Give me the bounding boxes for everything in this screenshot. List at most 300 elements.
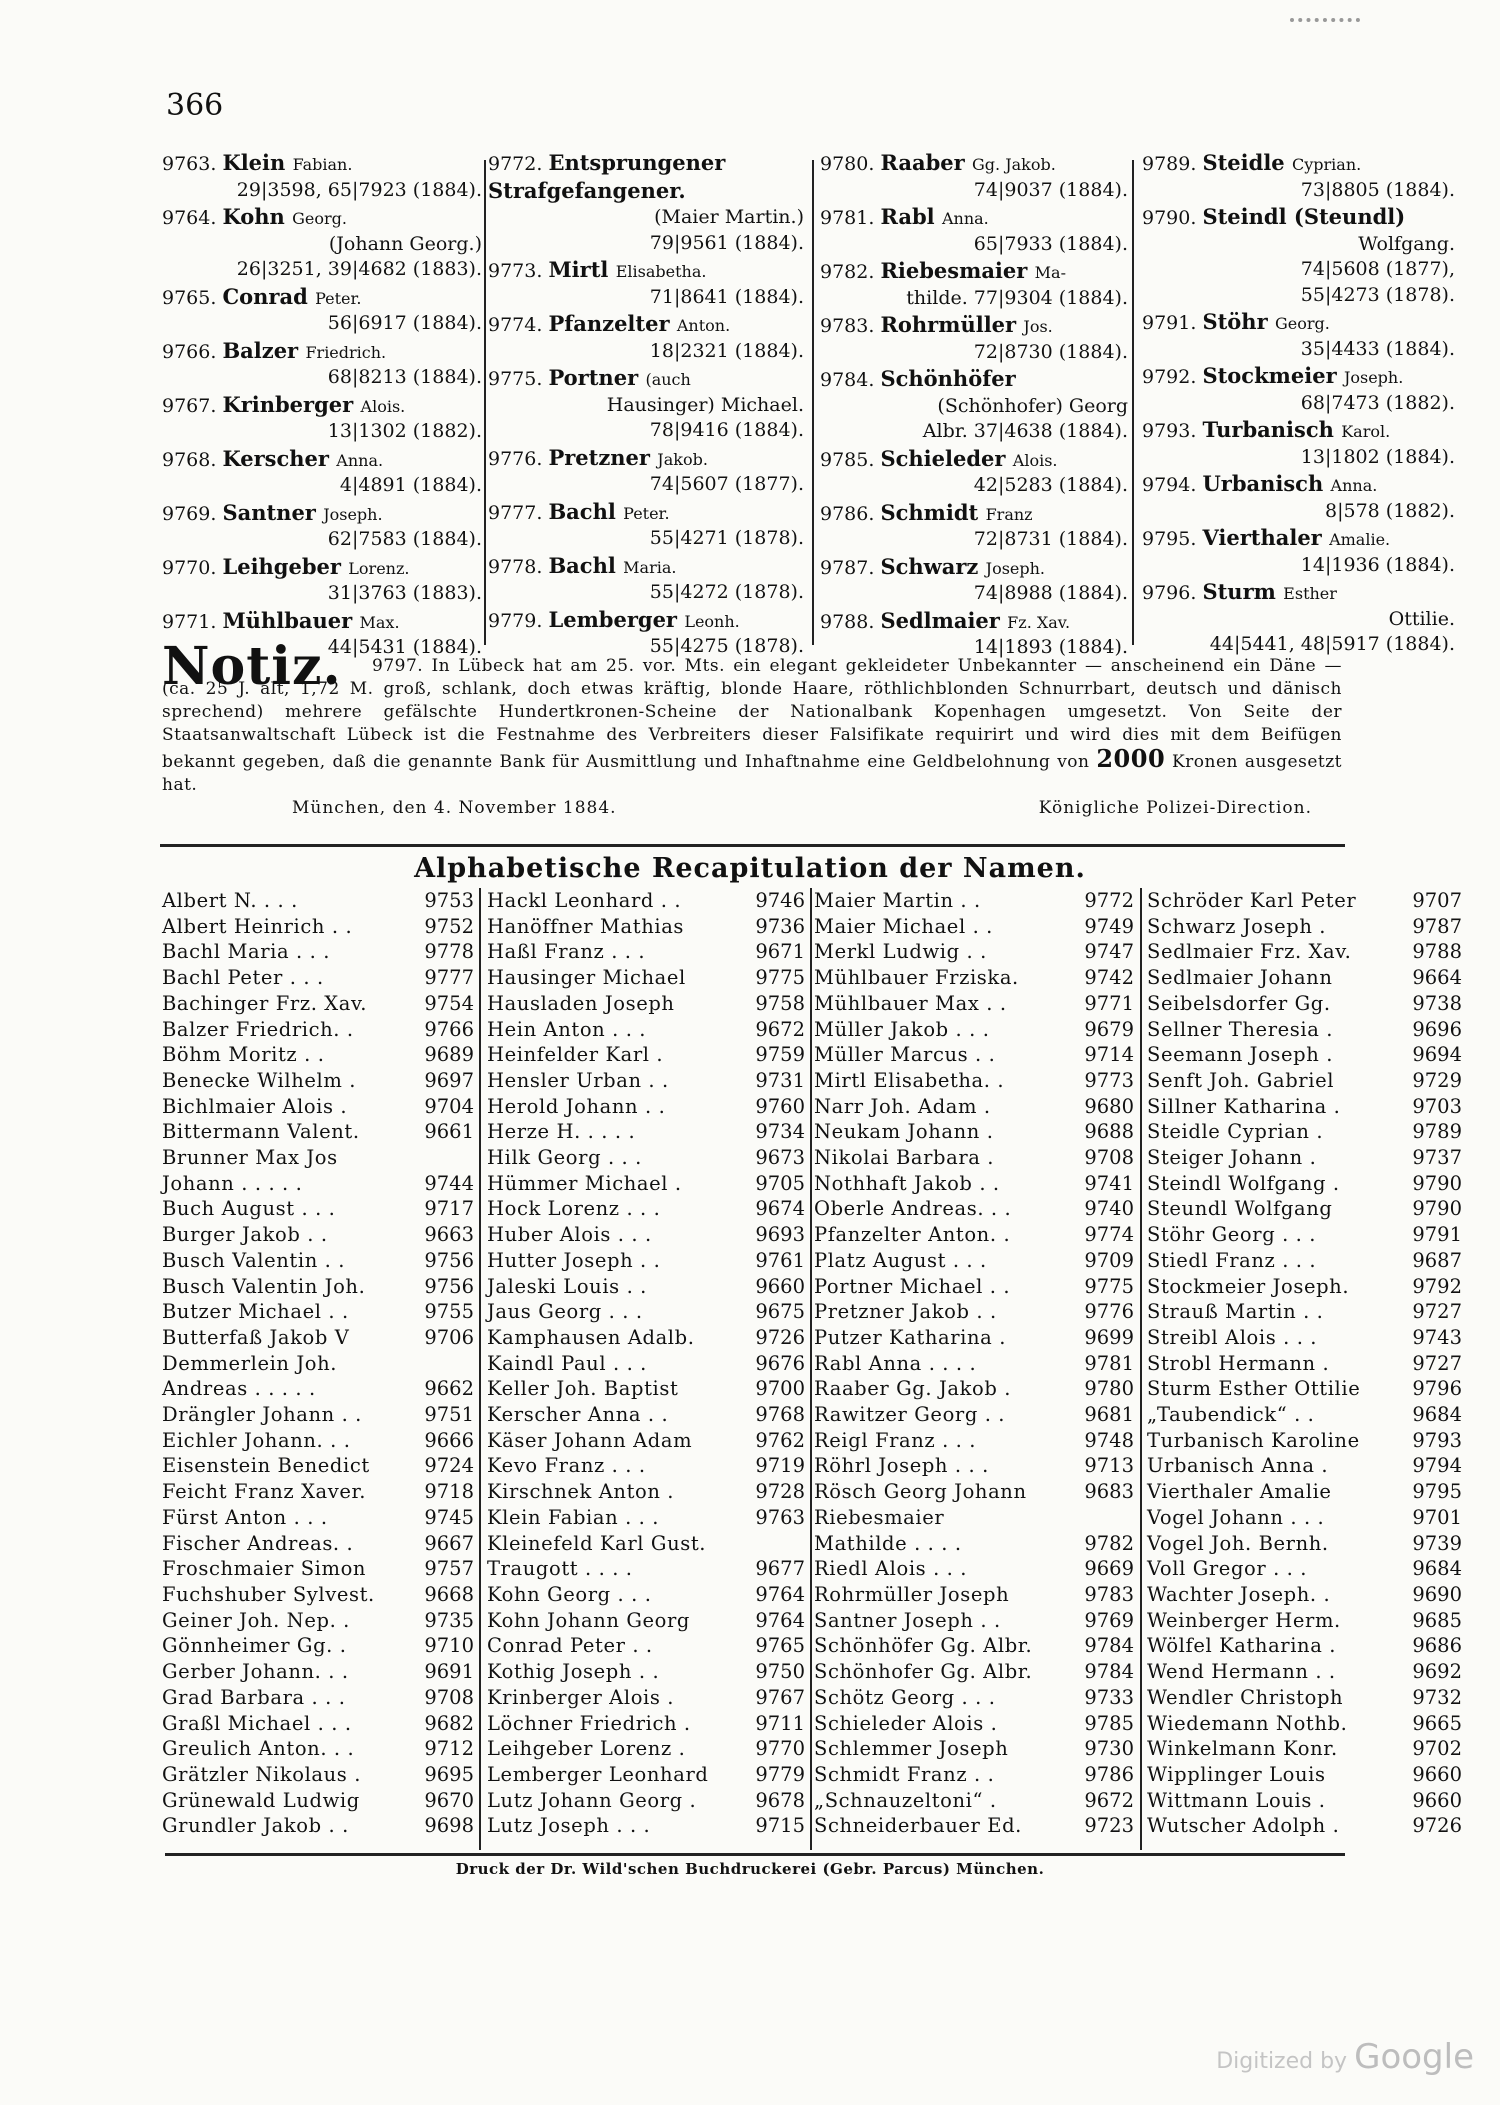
entry-reference: Hausinger) Michael. [606, 393, 804, 416]
index-row [487, 939, 805, 965]
notice-entry [488, 150, 806, 256]
notice-entry [162, 446, 484, 499]
index-number: 9728 [755, 1480, 805, 1504]
index-number: 9750 [755, 1660, 805, 1684]
index-name: Albert Heinrich . . [162, 914, 353, 938]
entry-headline [820, 366, 1130, 394]
index-row [487, 1351, 805, 1377]
entry-reference: 29|3598, 65|7923 (1884). [236, 178, 482, 201]
index-row [162, 914, 474, 940]
index-number: 9733 [1084, 1685, 1134, 1709]
index-row [162, 1351, 474, 1377]
index-name: Stiedl Franz . . . [1147, 1248, 1317, 1272]
index-number: 9746 [755, 889, 805, 912]
index-name: Vierthaler Amalie [1147, 1480, 1332, 1504]
index-row [1147, 1274, 1462, 1300]
entry-reference: 74|9037 (1884). [973, 178, 1128, 201]
entry-name: Lemberger [548, 606, 685, 632]
entry-headline [1142, 417, 1457, 445]
digitized-watermark [1216, 2037, 1474, 2077]
index-number: 9761 [755, 1248, 805, 1272]
entry-number: 9774. [488, 314, 549, 336]
entry-reference: 78|9416 (1884). [649, 419, 804, 441]
index-row [162, 1453, 474, 1479]
index-name: Voll Gregor . . . [1147, 1557, 1308, 1581]
index-row [814, 1376, 1134, 1402]
entry-headline [820, 500, 1130, 528]
index-name: Wutscher Adolph . [1147, 1814, 1340, 1838]
index-row [162, 1582, 474, 1608]
entry-headline [820, 258, 1130, 286]
index-name: Keller Joh. Baptist [487, 1377, 679, 1401]
index-number: 9660 [755, 1274, 805, 1298]
index-number: 9702 [1412, 1737, 1462, 1761]
index-number: 9714 [1084, 1043, 1134, 1067]
index-name: Käser Johann Adam [487, 1428, 693, 1452]
entry-name: Steindl (Steundl) [1202, 204, 1406, 229]
index-row [1147, 1428, 1462, 1454]
section-rule [160, 844, 1345, 847]
index-row [814, 1351, 1134, 1377]
index-number: 9745 [424, 1505, 474, 1529]
index-row [487, 1813, 805, 1839]
index-row [1147, 965, 1462, 991]
index-name: Kothig Joseph . . [487, 1660, 660, 1684]
index-row [1147, 1813, 1462, 1839]
index-number: 9747 [1084, 940, 1134, 964]
index-number: 9695 [424, 1762, 474, 1786]
index-row [1147, 1248, 1462, 1274]
entry-headline [488, 257, 806, 285]
index-name: Maier Michael . . [814, 914, 993, 938]
index-row [1147, 1505, 1462, 1531]
index-number: 9707 [1412, 889, 1462, 912]
notice-entry [488, 257, 806, 310]
index-number: 9756 [424, 1274, 474, 1298]
index-name: Wiedemann Nothb. [1147, 1711, 1348, 1735]
entries-column-4 [1142, 150, 1457, 659]
index-row [814, 1633, 1134, 1659]
index-name: Bachinger Frz. Xav. [162, 991, 368, 1015]
entry-given: (auch [645, 370, 691, 389]
entry-given: Maria. [623, 557, 677, 577]
index-number: 9692 [1412, 1660, 1462, 1684]
index-name: Steindl Wolfgang . [1147, 1171, 1340, 1195]
notice-entry [488, 311, 806, 364]
entry-name: Bachl [548, 498, 624, 524]
index-row [487, 1762, 805, 1788]
entry-given: Joseph. [985, 558, 1046, 578]
entry-name: Klein [222, 150, 293, 175]
index-name: Hilk Georg . . . [487, 1146, 642, 1170]
index-name: Bittermann Valent. [162, 1120, 360, 1144]
entry-headline [162, 284, 484, 312]
index-number: 9788 [1412, 940, 1462, 964]
index-name: Buch August . . . [162, 1197, 336, 1221]
index-name: Brunner Max Jos [162, 1146, 338, 1170]
index-row [1147, 1762, 1462, 1788]
entry-headline [162, 554, 484, 582]
entry-number: 9767. [162, 394, 223, 417]
index-name: Turbanisch Karoline [1147, 1428, 1360, 1452]
index-row [1147, 1094, 1462, 1120]
entry-number: 9787. [820, 556, 881, 579]
index-number: 9781 [1084, 1351, 1134, 1375]
index-row [487, 1531, 805, 1557]
entry-headline [1142, 363, 1457, 391]
index-row [814, 1274, 1134, 1300]
index-name: Nikolai Barbara . [814, 1146, 995, 1170]
entry-headline [820, 554, 1130, 582]
index-number: 9668 [424, 1582, 474, 1606]
index-number: 9776 [1084, 1300, 1134, 1324]
entry-reference: 13|1802 (1884). [1300, 445, 1455, 468]
entry-reference: 73|8805 (1884). [1300, 178, 1455, 201]
entry-reference: 13|1302 (1882). [327, 420, 482, 442]
index-number: 9783 [1084, 1582, 1134, 1606]
index-name: Wendler Christoph [1147, 1685, 1344, 1709]
index-name: Vogel Johann . . . [1147, 1505, 1325, 1529]
entry-number: 9789. [1142, 153, 1203, 175]
entry-name: Mirtl [548, 257, 616, 282]
index-name: Pretzner Jakob . . [814, 1300, 997, 1324]
index-name: Kirschnek Anton . [487, 1480, 675, 1504]
entry-name: Santner [222, 499, 324, 525]
index-number: 9660 [1412, 1788, 1462, 1812]
index-name: Mühlbauer Max . . [814, 991, 1007, 1015]
index-name: Hensler Urban . . [487, 1068, 669, 1092]
index-row [814, 1094, 1134, 1120]
entry-number: 9771. [162, 610, 223, 633]
entry-number: 9775. [488, 368, 549, 390]
index-row [162, 1248, 474, 1274]
index-name: Albert N. . . . [162, 889, 298, 912]
index-number: 9706 [424, 1325, 474, 1349]
entry-reference: 55|4275 (1878). [649, 635, 804, 657]
entry-name: Vierthaler [1202, 525, 1330, 550]
index-name: Schröder Karl Peter [1147, 889, 1357, 912]
index-name: Gerber Johann. . . [162, 1660, 349, 1684]
notice-entry [488, 499, 806, 552]
index-row [162, 1479, 474, 1505]
entry-number: 9781. [820, 207, 881, 229]
index-number: 9697 [424, 1068, 474, 1092]
index-row [487, 1556, 805, 1582]
index-row [162, 1171, 474, 1197]
index-number: 9708 [1084, 1146, 1134, 1170]
index-name: Rabl Anna . . . . [814, 1351, 977, 1375]
notice-entry [1142, 525, 1457, 578]
index-number: 9726 [755, 1325, 805, 1349]
notice-body-end: Kronen ausgesetzt hat. [162, 752, 1342, 795]
index-name: Grad Barbara . . . [162, 1685, 346, 1709]
index-row [487, 888, 805, 914]
index-row [814, 1453, 1134, 1479]
index-number: 9690 [1412, 1582, 1462, 1606]
index-row [814, 1402, 1134, 1428]
index-number: 9699 [1084, 1325, 1134, 1349]
entry-given: Jakob. [657, 449, 708, 469]
index-number: 9769 [1084, 1608, 1134, 1632]
index-number: 9771 [1084, 991, 1134, 1015]
index-number: 9705 [755, 1171, 805, 1195]
index-name: Müller Marcus . . [814, 1043, 996, 1067]
notice-entry [820, 204, 1130, 257]
entry-reference: 42|5283 (1884). [973, 474, 1128, 496]
entry-number: 9763. [162, 153, 223, 175]
index-row [814, 914, 1134, 940]
index-name: Conrad Peter . . [487, 1634, 653, 1658]
index-row [814, 1325, 1134, 1351]
index-number: 9727 [1412, 1300, 1462, 1324]
index-number: 9717 [424, 1197, 474, 1221]
index-name: Winkelmann Konr. [1147, 1737, 1338, 1761]
entry-name: Steidle [1202, 150, 1292, 175]
index-number: 9772 [1084, 889, 1134, 912]
notice-entry [162, 284, 484, 337]
index-row [162, 1556, 474, 1582]
index-row [487, 1505, 805, 1531]
index-row [162, 1274, 474, 1300]
corner-mark [1290, 18, 1360, 32]
index-row [1147, 1608, 1462, 1634]
index-name: Hock Lorenz . . . [487, 1197, 661, 1221]
index-number: 9766 [424, 1017, 474, 1041]
entry-headline [488, 499, 806, 527]
index-number: 9694 [1412, 1043, 1462, 1067]
index-number: 9791 [1412, 1223, 1462, 1247]
index-name: Mirtl Elisabetha. . [814, 1068, 1005, 1092]
index-name: Huber Alois . . . [487, 1223, 652, 1247]
index-number: 9757 [424, 1557, 474, 1581]
index-name: Schönhöfer Gg. Albr. [814, 1634, 1033, 1658]
index-name: Klein Fabian . . . [487, 1505, 660, 1529]
entry-given: Alois. [360, 396, 406, 416]
index-number: 9784 [1084, 1634, 1134, 1658]
google-logo: Google [1354, 2037, 1474, 2077]
index-number: 9724 [424, 1454, 474, 1478]
notice-entry [162, 392, 484, 445]
index-name: Feicht Franz Xaver. [162, 1480, 367, 1504]
index-number: 9693 [755, 1223, 805, 1247]
index-number: 9794 [1412, 1454, 1462, 1478]
index-row [487, 1453, 805, 1479]
index-number: 9790 [1412, 1197, 1462, 1221]
entry-given: Peter. [315, 288, 362, 308]
index-name: „Taubendick“ . . [1147, 1403, 1315, 1427]
entry-number: 9769. [162, 502, 223, 525]
index-number: 9755 [424, 1300, 474, 1324]
index-row [487, 1017, 805, 1043]
index-row [814, 1068, 1134, 1094]
index-number: 9780 [1084, 1377, 1134, 1401]
entry-name: Sedlmaier [880, 607, 1008, 633]
index-number: 9686 [1412, 1634, 1462, 1658]
entry-headline [488, 365, 806, 393]
printer-imprint: Druck der Dr. Wild'schen Buchdruckerei (Gebr. Parcus) München. [455, 1860, 1045, 1878]
index-name: Nothhaft Jakob . . [814, 1171, 1000, 1195]
index-row [814, 1505, 1134, 1531]
index-row [814, 1428, 1134, 1454]
index-name: Hein Anton . . . [487, 1017, 647, 1041]
index-number: 9751 [424, 1403, 474, 1427]
index-name: Froschmaier Simon [162, 1557, 367, 1581]
index-number: 9684 [1412, 1403, 1462, 1427]
index-number: 9726 [1412, 1814, 1462, 1838]
index-name: Hausladen Joseph [487, 991, 675, 1015]
index-name: Merkl Ludwig . . [814, 940, 987, 964]
index-number: 9672 [1084, 1788, 1134, 1812]
index-row [162, 1788, 474, 1814]
index-name: Haßl Franz . . . [487, 940, 646, 964]
index-row [162, 1736, 474, 1762]
index-number: 9679 [1084, 1017, 1134, 1041]
notice-footer [162, 797, 1342, 820]
entry-given: Ma- [1034, 263, 1066, 282]
index-name: Lutz Joseph . . . [487, 1814, 651, 1838]
index-row [162, 1659, 474, 1685]
index-row [487, 1094, 805, 1120]
notice-authority: Königliche Polizei-Direction. [1038, 798, 1312, 818]
entry-number: 9782. [820, 261, 881, 283]
index-name: Wachter Joseph. . [1147, 1582, 1331, 1606]
index-row [487, 1145, 805, 1171]
index-name: Hutter Joseph . . [487, 1248, 661, 1272]
entry-reference: 55|4272 (1878). [649, 581, 804, 603]
index-column-4 [1147, 888, 1462, 1839]
index-name: Kevo Franz . . . [487, 1454, 646, 1478]
index-name: Strauß Martin . . [1147, 1300, 1324, 1324]
index-name: Urbanisch Anna . [1147, 1454, 1329, 1478]
entry-given: Alois. [1012, 450, 1058, 470]
entry-name: Riebesmaier [880, 258, 1035, 283]
watermark-prefix: Digitized by [1216, 2049, 1348, 2074]
index-row [1147, 1325, 1462, 1351]
index-number: 9759 [755, 1043, 805, 1067]
entry-reference: 72|8731 (1884). [973, 528, 1128, 550]
entry-name: Balzer [222, 337, 306, 363]
column-divider [479, 888, 481, 1850]
entry-name: Raaber [880, 150, 973, 175]
index-row [814, 1196, 1134, 1222]
index-name: Kerscher Anna . . [487, 1403, 669, 1427]
index-name: Stöhr Georg . . . [1147, 1223, 1317, 1247]
index-number: 9710 [424, 1634, 474, 1658]
index-row [162, 1376, 474, 1402]
index-row [487, 1042, 805, 1068]
index-name: Löchner Friedrich . [487, 1711, 691, 1735]
entry-number: 9777. [488, 501, 549, 524]
index-number: 9778 [424, 940, 474, 964]
entry-headline [1142, 150, 1457, 178]
index-row [162, 1094, 474, 1120]
index-name: Bachl Maria . . . [162, 940, 331, 964]
entry-reference: 65|7933 (1884). [973, 232, 1128, 255]
index-name: Graßl Michael . . . [162, 1711, 352, 1735]
index-name: Schönhofer Gg. Albr. [814, 1660, 1033, 1684]
index-number: 9742 [1084, 966, 1134, 990]
index-number: 9752 [424, 914, 474, 938]
index-name: Heinfelder Karl . [487, 1043, 664, 1067]
entry-name: Stöhr [1202, 309, 1275, 334]
index-number: 9739 [1412, 1531, 1462, 1555]
entry-reference: 74|5607 (1877). [649, 473, 804, 495]
index-name: Busch Valentin . . [162, 1248, 346, 1272]
entries-column-2 [488, 150, 806, 661]
notice-entry [1142, 363, 1457, 416]
index-row [814, 1171, 1134, 1197]
index-number: 9790 [1412, 1171, 1462, 1195]
index-name: Rösch Georg Johann [814, 1480, 1027, 1504]
index-number: 9730 [1084, 1737, 1134, 1761]
entry-name: Entsprungener Strafgefangener. [488, 150, 726, 203]
index-row [162, 965, 474, 991]
index-row [487, 1402, 805, 1428]
index-number: 9756 [424, 1248, 474, 1272]
index-row [814, 1711, 1134, 1737]
entry-number: 9796. [1142, 582, 1203, 604]
index-name: Jaleski Louis . . [487, 1274, 647, 1298]
entry-given: Cyprian. [1291, 155, 1362, 174]
notice-entry [1142, 417, 1457, 470]
index-name: Hausinger Michael [487, 966, 686, 990]
index-name: Fischer Andreas. . [162, 1531, 354, 1555]
entry-headline [162, 392, 484, 420]
index-row [1147, 1479, 1462, 1505]
entry-name: Schwarz [880, 553, 986, 579]
entry-reference: 4|4891 (1884). [339, 474, 482, 496]
notice-entry [162, 554, 484, 607]
index-number: 9667 [424, 1531, 474, 1555]
entry-headline [1142, 525, 1457, 553]
index-name: Grätzler Nikolaus . [162, 1762, 362, 1786]
entry-headline [162, 338, 484, 366]
entry-given: Georg. [1274, 314, 1330, 333]
entry-name: Portner [548, 365, 646, 390]
index-row [1147, 888, 1462, 914]
index-number: 9660 [1412, 1762, 1462, 1786]
index-row [487, 1299, 805, 1325]
entry-reference: 55|4271 (1878). [649, 527, 804, 549]
index-name: Demmerlein Joh. [162, 1351, 338, 1375]
entry-number: 9772. [488, 153, 549, 175]
entry-reference: 35|4433 (1884). [1300, 337, 1455, 360]
index-number: 9753 [424, 889, 474, 912]
index-row [162, 1119, 474, 1145]
index-number: 9735 [424, 1608, 474, 1632]
index-name: Kleinefeld Karl Gust. [487, 1531, 707, 1555]
index-name: Sedlmaier Frz. Xav. [1147, 940, 1352, 964]
entry-reference: 31|3763 (1883). [327, 582, 482, 604]
index-row [814, 1017, 1134, 1043]
entry-headline [162, 608, 484, 636]
entry-headline [1142, 309, 1457, 337]
index-number: 9740 [1084, 1197, 1134, 1221]
index-name: Geiner Joh. Nep. . [162, 1608, 350, 1632]
index-number: 9675 [755, 1300, 805, 1324]
index-row [814, 1685, 1134, 1711]
index-name: Schötz Georg . . . [814, 1685, 996, 1709]
index-name: Busch Valentin Joh. [162, 1274, 366, 1298]
entry-name: Pretzner [548, 444, 658, 470]
notice-heading: Notiz. [162, 636, 342, 697]
entry-number: 9793. [1142, 420, 1203, 442]
notice-entry [162, 500, 484, 553]
entry-number: 9768. [162, 448, 223, 471]
index-number: 9785 [1084, 1711, 1134, 1735]
index-row [1147, 1145, 1462, 1171]
index-name: Schneiderbauer Ed. [814, 1814, 1022, 1838]
